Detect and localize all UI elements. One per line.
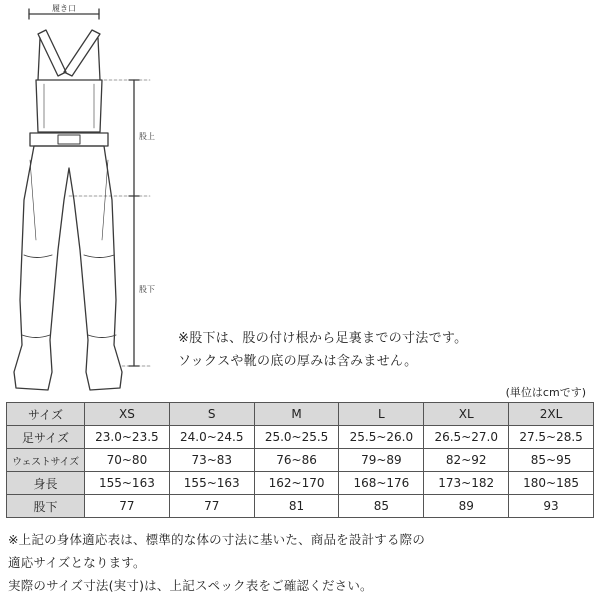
label-inseam: 股下	[139, 285, 155, 294]
table-cell: 70~80	[85, 449, 170, 472]
table-header-row	[7, 403, 594, 426]
size-xs: XS	[85, 403, 170, 426]
table-cell: 23.0~23.5	[85, 426, 170, 449]
size-chart-table	[6, 402, 594, 518]
table-cell: 26.5~27.0	[424, 426, 509, 449]
table-cell: 79~89	[339, 449, 424, 472]
table-cell: 93	[509, 495, 594, 518]
label-top-opening: 履き口	[52, 4, 76, 13]
table-cell: 155~163	[85, 472, 170, 495]
table-cell: 173~182	[424, 472, 509, 495]
table-row	[7, 426, 594, 449]
table-cell: 25.0~25.5	[254, 426, 339, 449]
left-strap	[38, 30, 66, 76]
header-label: サイズ	[7, 403, 85, 426]
row-label-height: 身長	[7, 472, 85, 495]
legs	[14, 146, 122, 390]
note-line-2: ソックスや靴の底の厚みは含みません。	[178, 354, 418, 369]
table-cell: 168~176	[339, 472, 424, 495]
row-label-waist-size: ウェストサイズ	[7, 449, 85, 472]
row-label-foot-size: 足サイズ	[7, 426, 85, 449]
table-cell: 73~83	[169, 449, 254, 472]
footnote-line-3: 実際のサイズ寸法(実寸)は、上記スペック表をご確認ください。	[8, 578, 373, 593]
table-row	[7, 472, 594, 495]
table-row	[7, 449, 594, 472]
table-cell: 85~95	[509, 449, 594, 472]
table-cell: 24.0~24.5	[169, 426, 254, 449]
row-label-inseam: 股下	[7, 495, 85, 518]
right-strap	[64, 30, 100, 76]
unit-label: (単位はcmです)	[505, 386, 586, 399]
table-cell: 89	[424, 495, 509, 518]
size-l: L	[339, 403, 424, 426]
table-cell: 162~170	[254, 472, 339, 495]
table-cell: 82~92	[424, 449, 509, 472]
table-cell: 81	[254, 495, 339, 518]
table-cell: 76~86	[254, 449, 339, 472]
size-2xl: 2XL	[509, 403, 594, 426]
table-cell: 77	[85, 495, 170, 518]
upper-body	[36, 80, 102, 132]
table-cell: 25.5~26.0	[339, 426, 424, 449]
table-cell: 155~163	[169, 472, 254, 495]
label-rise: 股上	[139, 132, 155, 141]
note-line-1: ※股下は、股の付け根から足裏までの寸法です。	[178, 331, 468, 346]
table-cell: 27.5~28.5	[509, 426, 594, 449]
footnote-line-2: 適応サイズとなります。	[8, 555, 146, 570]
size-s: S	[169, 403, 254, 426]
size-xl: XL	[424, 403, 509, 426]
table-cell: 85	[339, 495, 424, 518]
size-m: M	[254, 403, 339, 426]
table-cell: 77	[169, 495, 254, 518]
footnote-line-1: ※上記の身体適応表は、標準的な体の寸法に基いた、商品を設計する際の	[8, 532, 426, 547]
table-row	[7, 495, 594, 518]
table-cell: 180~185	[509, 472, 594, 495]
